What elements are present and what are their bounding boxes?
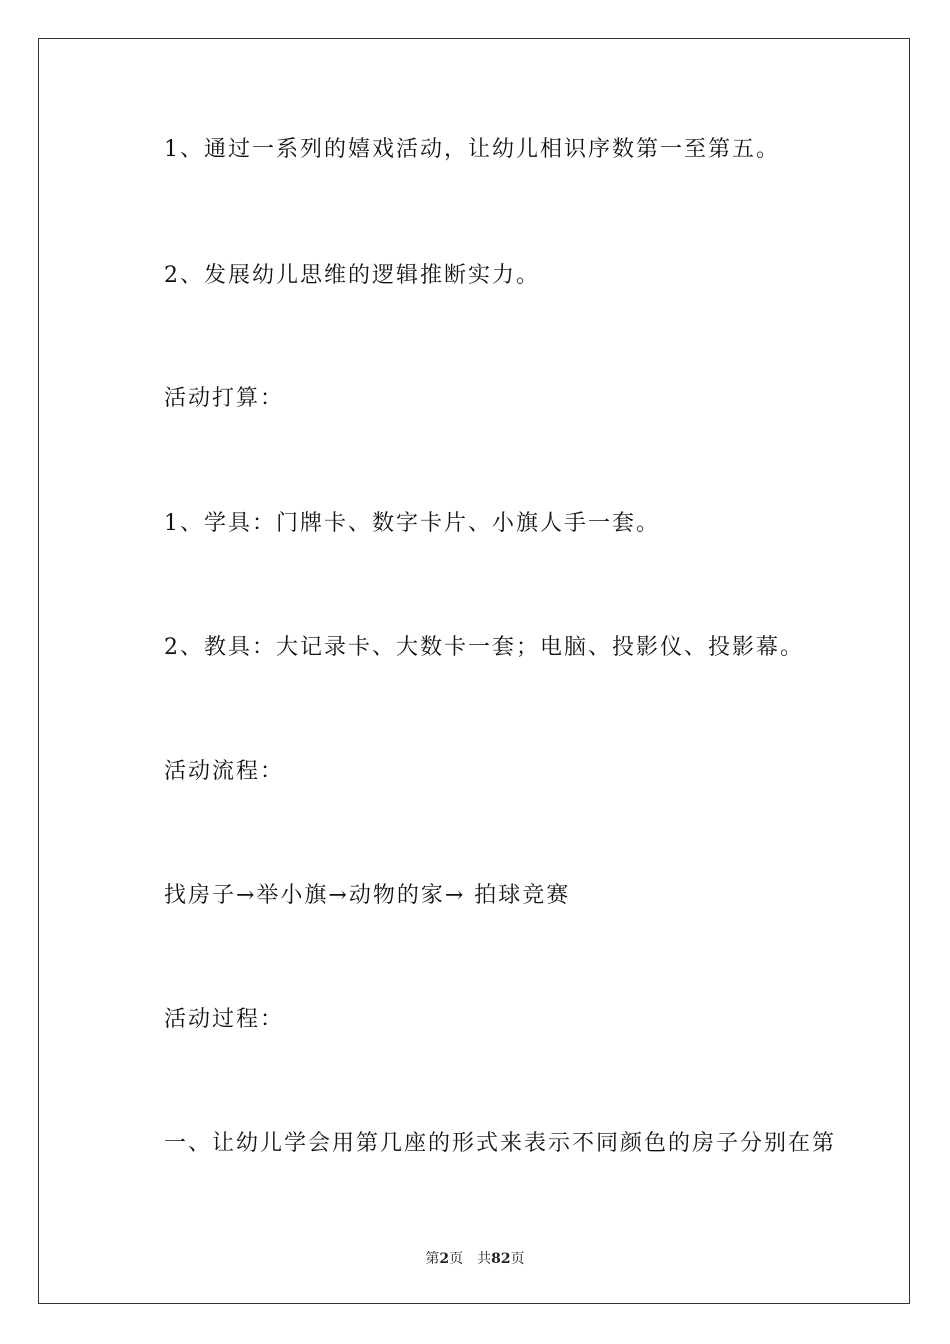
heading-flow: 活动流程： bbox=[164, 759, 285, 784]
footer-page-prefix: 第 bbox=[425, 1251, 440, 1267]
paragraph-process-1: 一、让幼儿学会用第几座的形式来表示不同颜色的房子分别在第 bbox=[164, 1131, 837, 1156]
footer-page-number: 2 bbox=[439, 1251, 450, 1267]
paragraph-flow: 找房子→举小旗→动物的家→ 拍球竞赛 bbox=[164, 883, 571, 908]
footer-total-prefix: 共 bbox=[477, 1251, 492, 1267]
heading-process: 活动过程： bbox=[164, 1007, 285, 1032]
heading-preparation: 活动打算： bbox=[164, 386, 285, 411]
footer-page-suffix: 页 bbox=[449, 1251, 464, 1267]
paragraph-objective-1: 1、通过一系列的嬉戏活动，让幼儿相识序数第一至第五。 bbox=[164, 137, 780, 162]
page-footer bbox=[0, 1248, 950, 1268]
paragraph-prep-1: 1、学具：门牌卡、数字卡片、小旗人手一套。 bbox=[164, 511, 660, 536]
paragraph-objective-2: 2、发展幼儿思维的逻辑推断实力。 bbox=[164, 263, 540, 288]
page-border bbox=[38, 38, 910, 1304]
footer-total-pages: 82 bbox=[491, 1251, 511, 1267]
footer-total-suffix: 页 bbox=[510, 1251, 525, 1267]
paragraph-prep-2: 2、教具：大记录卡、大数卡一套；电脑、投影仪、投影幕。 bbox=[164, 635, 804, 660]
